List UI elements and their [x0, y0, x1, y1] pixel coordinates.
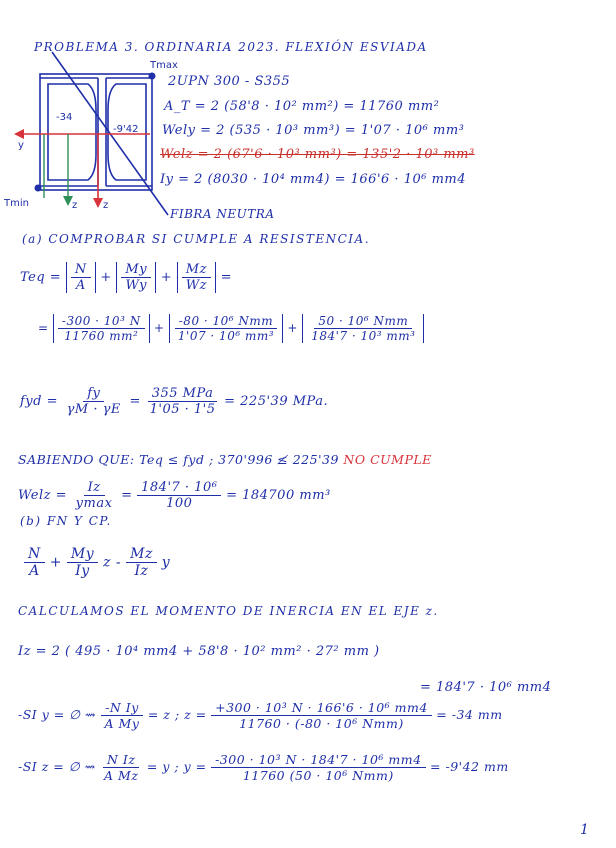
eq-1: = [220, 270, 233, 285]
axis-label-z-green: z [72, 200, 78, 211]
iz-line: Iz = 2 ( 495 · 10⁴ mm4 + 58'8 · 10² mm² · 27² mm ) [18, 644, 380, 659]
label-tmax: Tmax [150, 60, 178, 71]
no-cumple-label: NO CUMPLE [343, 452, 432, 467]
teq-label: Teq = [20, 270, 62, 285]
knowing-line [18, 452, 432, 467]
fyd-label: fyd = [20, 394, 59, 409]
z-axis-arrow-red [93, 198, 103, 208]
si-y0-vden: 11760 · (-80 · 10⁶ Nmm) [239, 716, 404, 731]
my-den: Wy [125, 278, 147, 293]
welz-label: Welz = [18, 488, 68, 503]
fyd-den: γM · γE [66, 402, 121, 417]
eq-n-den: A [29, 563, 40, 579]
si-z0-label: -SI z = ∅ ⇝ [18, 759, 96, 774]
eq-2: = [38, 321, 49, 335]
welz-val-den: 100 [166, 496, 193, 511]
n-val-num: -300 · 10³ N [58, 314, 145, 329]
point-tmin [35, 185, 42, 192]
eq-z: z - [103, 554, 122, 571]
area-line: A_T = 2 (58'8 · 10² mm²) = 11760 mm² [164, 99, 440, 114]
iy-line: Iy = 2 (8030 · 10⁴ mm4) = 166'6 · 10⁶ mm4 [160, 172, 466, 187]
si-z0-line [18, 752, 509, 783]
point-tmax [149, 73, 156, 80]
si-z0-vnum: -300 · 10³ N · 184'7 · 10⁶ mm4 [211, 752, 425, 768]
plus-1: + [100, 270, 112, 285]
mz-val-den: 184'7 · 10³ mm³ [311, 329, 416, 343]
si-y0-vnum: +300 · 10³ N · 166'6 · 10⁶ mm4 [211, 700, 432, 716]
si-y0-num: -N Iy [101, 700, 143, 716]
upn-left [48, 84, 96, 180]
eq-mz-den: Iz [134, 563, 149, 579]
axis-label-z-red: z [103, 200, 109, 211]
mz-den: Wz [185, 278, 207, 293]
my-val-num: -80 · 10⁶ Nmm [175, 314, 277, 329]
teq-values [38, 314, 424, 343]
plus-2: + [160, 270, 173, 285]
si-y0-line [18, 700, 503, 731]
calc-inertia-line: CALCULAMOS EL MOMENTO DE INERCIA EN EL EJE z. [18, 604, 439, 618]
si-y0-result: = -34 mm [436, 707, 503, 722]
eq-3: = [129, 394, 141, 409]
welz-val-num: 184'7 · 10⁶ [137, 480, 221, 496]
neutral-fiber-label: FIBRA NEUTRA [170, 207, 275, 221]
si-z0-num: N Iz [103, 752, 139, 768]
plus-4: + [287, 321, 298, 335]
eq-n-num: N [24, 546, 45, 563]
fyd-val-num: 355 MPa [148, 386, 218, 402]
si-z0-vden: 11760 (50 · 10⁶ Nmm) [242, 768, 394, 783]
n-val-den: 11760 mm² [64, 329, 139, 343]
my-val-den: 1'07 · 10⁶ mm³ [177, 329, 275, 343]
stress-equation [24, 546, 170, 579]
si-z0-den: A Mz [104, 768, 139, 783]
si-y0-label: -SI y = ∅ ⇝ [18, 707, 97, 722]
welz-struck-line: Welz = 2 (67'6 · 10³ mm³) = 135'2 · 10³ mm³ [160, 147, 475, 162]
label-942: -9'42 [113, 124, 139, 135]
my-num: My [121, 262, 151, 278]
n-den: A [75, 278, 86, 293]
eq-4: = [121, 488, 133, 503]
welz-den: ymax [75, 496, 113, 511]
fyd-result: = 225'39 MPa. [224, 394, 329, 409]
eq-mz-num: Mz [126, 546, 157, 563]
welz-num: Iz [84, 480, 105, 496]
wely-line: Wely = 2 (535 · 10³ mm³) = 1'07 · 10⁶ mm³ [162, 123, 465, 138]
eq-y: y [161, 554, 171, 571]
knowing-text: SABIENDO QUE: Teq ≤ fyd ; 370'996 ≰ 225'39 [18, 452, 339, 467]
si-y0-den: A My [104, 716, 140, 731]
n-num: N [71, 262, 91, 278]
axis-label-y: y [18, 140, 24, 151]
label-tmin: Tmin [4, 198, 29, 209]
iz-result: = 184'7 · 10⁶ mm4 [420, 680, 552, 695]
plus-5: + [49, 554, 62, 571]
welz-formula [18, 480, 331, 511]
welz-result: = 184700 mm³ [226, 488, 331, 503]
part-b-heading: (b) FN Y CP. [20, 514, 112, 528]
mz-num: Mz [182, 262, 211, 278]
mz-val-num: 50 · 10⁶ Nmm [314, 314, 412, 329]
fyd-val-den: 1'05 · 1'5 [149, 402, 216, 417]
si-y0-mid: = z ; z = [147, 707, 207, 722]
profile-label: 2UPN 300 - S355 [168, 74, 291, 89]
label-34: -34 [56, 112, 73, 123]
page-title: PROBLEMA 3. ORDINARIA 2023. FLEXIÓN ESVIADA [34, 40, 428, 54]
si-z0-mid: = y ; y = [146, 759, 207, 774]
plus-3: + [154, 321, 165, 335]
si-z0-result: = -9'42 mm [430, 759, 509, 774]
y-axis-arrow [14, 129, 24, 139]
part-a-heading: (a) COMPROBAR SI CUMPLE A RESISTENCIA. [22, 232, 371, 246]
eq-my-num: My [67, 546, 98, 563]
teq-formula [20, 262, 232, 293]
eq-my-den: Iy [75, 563, 90, 579]
page-number: 1 [580, 822, 590, 838]
fyd-num: fy [83, 386, 104, 402]
fyd-formula [20, 386, 328, 417]
